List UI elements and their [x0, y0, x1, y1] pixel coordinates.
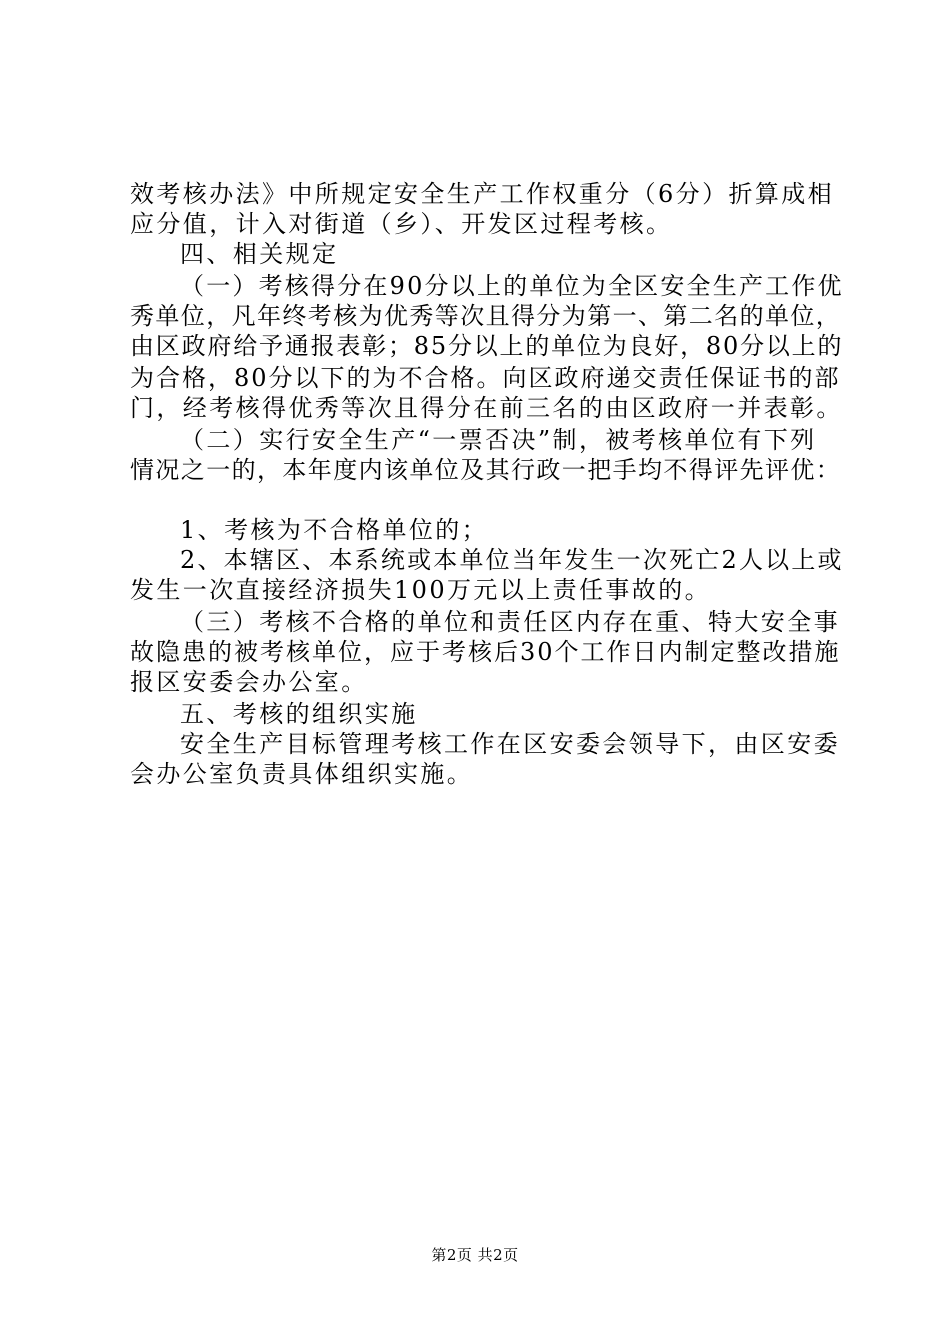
- text-line-15: 故隐患的被考核单位，应于考核后30个工作日内制定整改措施: [130, 638, 841, 666]
- page-number-footer: 第2页 共2页: [431, 1246, 519, 1264]
- text-line-2: 应分值，计入对街道（乡）、开发区过程考核。: [130, 210, 673, 238]
- section-heading-4: 四、相关规定: [180, 240, 339, 268]
- text-line-7: 为合格，80分以下的为不合格。向区政府递交责任保证书的部: [130, 364, 841, 392]
- text-line-8: 门，经考核得优秀等次且得分在前三名的由区政府一并表彰。: [130, 394, 843, 422]
- text-line-16: 报区安委会办公室。: [130, 668, 368, 696]
- text-line-11: 1、考核为不合格单位的；: [180, 516, 489, 544]
- text-line-10: 情况之一的，本年度内该单位及其行政一把手均不得评先评优：: [130, 456, 842, 484]
- text-line-13: 发生一次直接经济损失100万元以上责任事故的。: [130, 576, 712, 604]
- text-line-4: （一）考核得分在90分以上的单位为全区安全生产工作优: [180, 272, 844, 300]
- text-line-9: （二）实行安全生产“一票否决”制，被考核单位有下列: [180, 426, 817, 454]
- text-line-5: 秀单位，凡年终考核为优秀等次且得分为第一、第二名的单位，: [130, 302, 842, 330]
- text-line-12: 2、本辖区、本系统或本单位当年发生一次死亡2人以上或: [180, 546, 844, 574]
- text-line-14: （三）考核不合格的单位和责任区内存在重、特大安全事: [180, 608, 840, 636]
- text-line-19: 会办公室负责具体组织实施。: [130, 760, 474, 788]
- text-line-18: 安全生产目标管理考核工作在区安委会领导下，由区安委: [180, 730, 840, 758]
- section-heading-5: 五、考核的组织实施: [180, 700, 418, 728]
- text-line-1: 效考核办法》中所规定安全生产工作权重分（6分）折算成相: [130, 180, 835, 208]
- text-line-6: 由区政府给予通报表彰；85分以上的单位为良好，80分以上的: [130, 332, 844, 360]
